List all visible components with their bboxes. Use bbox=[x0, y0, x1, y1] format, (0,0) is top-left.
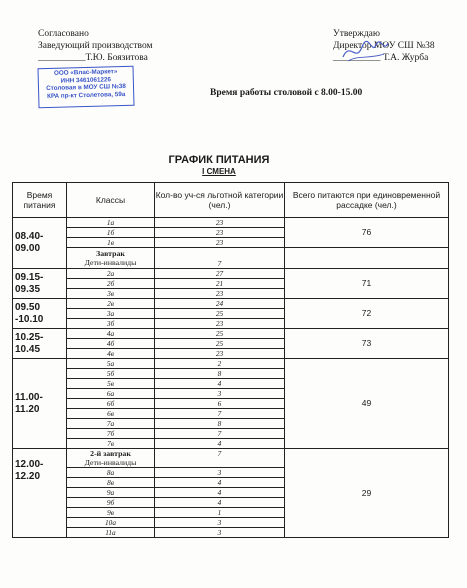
class-cell: 5а bbox=[67, 359, 155, 369]
meal-schedule-table bbox=[12, 182, 449, 538]
approval-left bbox=[38, 28, 153, 64]
class-cell: 5б bbox=[67, 369, 155, 379]
table-row bbox=[13, 359, 449, 369]
class-cell: 4б bbox=[67, 339, 155, 349]
shift-label: I СМЕНА bbox=[202, 167, 236, 176]
count-cell: 3 bbox=[155, 389, 285, 399]
meal-cell bbox=[67, 449, 155, 468]
count-cell: 21 bbox=[155, 279, 285, 289]
count-cell: 8 bbox=[155, 419, 285, 429]
schedule-text: Время работы столовой с 8.00-15.00 bbox=[210, 88, 363, 98]
approval-right-signature: __________ Т.А. Журба bbox=[333, 53, 429, 63]
class-cell: 2б bbox=[67, 279, 155, 289]
count-cell: 4 bbox=[155, 498, 285, 508]
time-cell: 08.40-09.00 bbox=[13, 218, 67, 269]
table-row bbox=[13, 269, 449, 279]
header-count: Кол-во уч-ся льготной категории (чел.) bbox=[155, 183, 285, 218]
document-title: ГРАФИК ПИТАНИЯ bbox=[168, 154, 270, 166]
time-cell: 09.15-09.35 bbox=[13, 269, 67, 299]
empty-cell bbox=[285, 248, 449, 269]
count-cell: 3 bbox=[155, 518, 285, 528]
signature-mark bbox=[340, 37, 390, 65]
count-cell: 23 bbox=[155, 289, 285, 299]
class-cell: 1б bbox=[67, 228, 155, 238]
count-cell: 23 bbox=[155, 319, 285, 329]
approval-right-position: Директор МОУ СШ №38 bbox=[333, 41, 435, 51]
count-cell: 7 bbox=[155, 248, 285, 269]
count-cell: 3 bbox=[155, 468, 285, 478]
count-cell: 4 bbox=[155, 488, 285, 498]
class-cell: 5в bbox=[67, 379, 155, 389]
approval-left-position: Заведующий производством bbox=[38, 41, 153, 51]
count-cell: 3 bbox=[155, 528, 285, 538]
count-cell: 7 bbox=[155, 449, 285, 468]
class-cell: 10а bbox=[67, 518, 155, 528]
total-cell: 72 bbox=[285, 299, 449, 329]
count-cell: 6 bbox=[155, 399, 285, 409]
total-cell: 71 bbox=[285, 269, 449, 299]
class-cell: 7в bbox=[67, 439, 155, 449]
count-cell: 24 bbox=[155, 299, 285, 309]
organization-stamp bbox=[37, 66, 134, 108]
stamp-line: ИНН 3461061226 bbox=[60, 75, 112, 85]
count-cell: 8 bbox=[155, 369, 285, 379]
class-cell: 2а bbox=[67, 269, 155, 279]
class-cell: 4а bbox=[67, 329, 155, 339]
header-time: Время питания bbox=[13, 183, 67, 218]
class-cell: 8в bbox=[67, 478, 155, 488]
approval-left-signature: __________Т.Ю. Боязитова bbox=[38, 53, 148, 63]
count-cell: 2 bbox=[155, 359, 285, 369]
table-row bbox=[13, 449, 449, 468]
class-cell: 6в bbox=[67, 409, 155, 419]
table-row bbox=[13, 299, 449, 309]
meal-sub: Дети-инвалиды bbox=[84, 258, 137, 267]
count-cell: 4 bbox=[155, 478, 285, 488]
total-cell: 76 bbox=[285, 218, 449, 248]
stamp-line: ООО «Влас-Маркет» bbox=[53, 68, 118, 77]
count-cell: 23 bbox=[155, 228, 285, 238]
class-cell: 4в bbox=[67, 349, 155, 359]
table-row bbox=[13, 218, 449, 228]
count-cell: 4 bbox=[155, 379, 285, 389]
meal-cell bbox=[67, 248, 155, 269]
approval-left-title: Согласовано bbox=[38, 29, 89, 39]
table-header-row bbox=[13, 183, 449, 218]
count-cell: 27 bbox=[155, 269, 285, 279]
total-cell: 49 bbox=[285, 359, 449, 449]
class-cell: 9а bbox=[67, 488, 155, 498]
class-cell: 6б bbox=[67, 399, 155, 409]
class-cell: 7б bbox=[67, 429, 155, 439]
count-cell: 23 bbox=[155, 218, 285, 228]
time-cell: 11.00-11.20 bbox=[13, 359, 67, 449]
count-cell: 25 bbox=[155, 309, 285, 319]
class-cell: 9б bbox=[67, 498, 155, 508]
meal-sub: Дети-инвалиды bbox=[84, 458, 137, 467]
count-cell: 23 bbox=[155, 349, 285, 359]
class-cell: 8а bbox=[67, 468, 155, 478]
class-cell: 11а bbox=[67, 528, 155, 538]
total-cell: 29 bbox=[285, 449, 449, 538]
class-cell: 7а bbox=[67, 419, 155, 429]
count-cell: 7 bbox=[155, 429, 285, 439]
stamp-line: Столовая в МОУ СШ №38 bbox=[46, 82, 126, 93]
table-row bbox=[13, 248, 449, 269]
class-cell: 9в bbox=[67, 508, 155, 518]
time-cell: 12.00-12.20 bbox=[13, 449, 67, 538]
class-cell: 3а bbox=[67, 309, 155, 319]
class-cell: 1а bbox=[67, 218, 155, 228]
meal-label: Завтрак bbox=[96, 249, 125, 258]
approval-right-title: Утверждаю bbox=[333, 29, 380, 39]
count-cell: 25 bbox=[155, 329, 285, 339]
time-cell: 09.50 -10.10 bbox=[13, 299, 67, 329]
total-cell: 73 bbox=[285, 329, 449, 359]
count-cell: 1 bbox=[155, 508, 285, 518]
class-cell: 3б bbox=[67, 319, 155, 329]
meal-label: 2-й завтрак bbox=[90, 449, 131, 458]
table-row bbox=[13, 329, 449, 339]
count-cell: 25 bbox=[155, 339, 285, 349]
count-cell: 4 bbox=[155, 439, 285, 449]
class-cell: 3в bbox=[67, 289, 155, 299]
header-total: Всего питаются при единовременной рассадке (чел.) bbox=[285, 183, 449, 218]
header-classes: Классы bbox=[67, 183, 155, 218]
class-cell: 2в bbox=[67, 299, 155, 309]
count-cell: 23 bbox=[155, 238, 285, 248]
class-cell: 1в bbox=[67, 238, 155, 248]
stamp-line: КРА пр-кт Столетова, 59а bbox=[47, 90, 126, 100]
count-cell: 7 bbox=[155, 409, 285, 419]
class-cell: 6а bbox=[67, 389, 155, 399]
time-cell: 10.25-10.45 bbox=[13, 329, 67, 359]
